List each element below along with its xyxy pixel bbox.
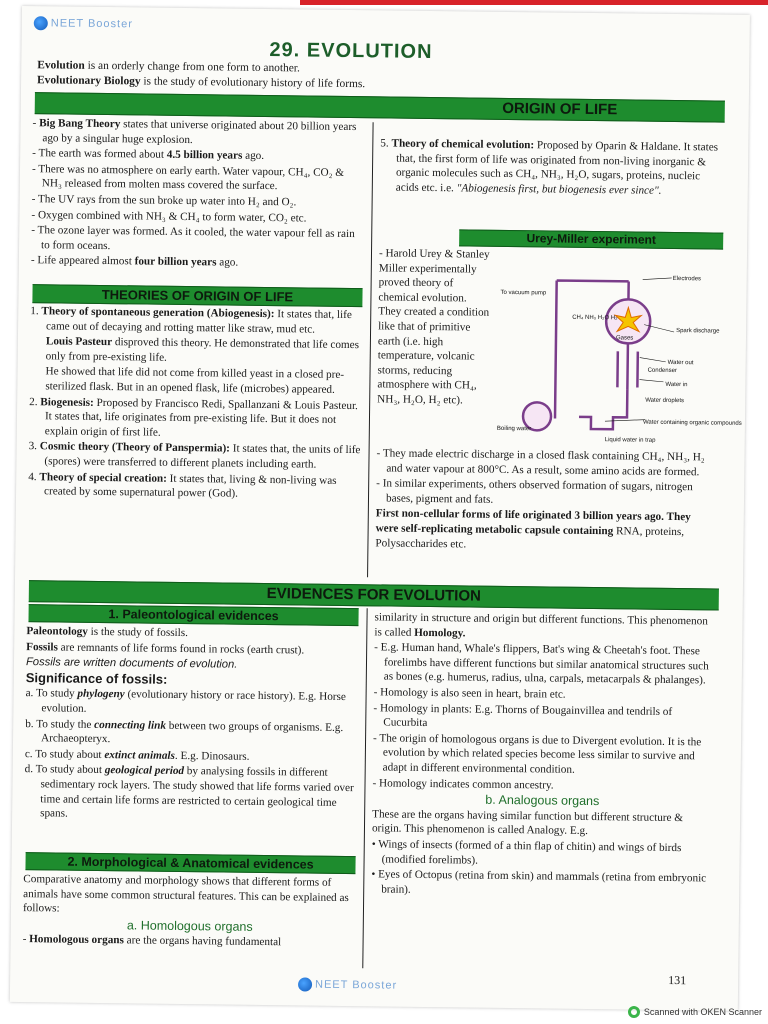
origin-bullet: - Oxygen combined with NH₃ & CH₄ to form water, CO₂ etc. xyxy=(31,208,307,225)
pasteur-experiment: He showed that life did not come from killed yeast in a closed pre-sterilized flask. But in an opened flask, life (microbes) appeared. xyxy=(45,365,345,396)
significance-item: c. To study about extinct animals. E.g. Dinosaurs. xyxy=(24,747,250,763)
homology-bullet: - Homology indicates common ancestry. xyxy=(372,776,554,792)
noncellular-life: First non-cellular forms of life originated 3 billion years ago. They were self-replicating metabolic capsule containing RNA, proteins, Polysaccharides etc. xyxy=(375,507,691,551)
page-top-edge xyxy=(300,0,768,5)
homology-bullet: - The origin of homologous organs is due to Divergent evolution. It is the evolution by which related species become less similar to survive and adapt in different environmental condition. xyxy=(373,732,702,776)
intro-evolutionary-biology: Evolutionary Biology is the study of evolutionary history of life forms. xyxy=(37,74,366,91)
paleo-banner xyxy=(28,604,358,626)
logo-text: NEET Booster xyxy=(50,17,133,31)
urey-miller-text xyxy=(377,246,491,409)
paleo-italic: Fossils are written documents of evolution. xyxy=(25,656,238,671)
urey-miller-title: Urey-Miller experiment xyxy=(526,231,656,247)
homology-column xyxy=(371,610,714,901)
homology-continued: similarity in structure and origin but different functions. This phenomenon is called Homology. xyxy=(374,611,708,640)
theory-item: 1. Theory of spontaneous generation (Abiogenesis): It states that, life came out of decaying and rotting matter like straw, mud etc. xyxy=(30,305,352,336)
column-divider xyxy=(367,122,374,577)
origin-bullet: - Big Bang Theory states that universe originated about 20 billion years ago by a singular huge explosion. xyxy=(32,117,357,146)
label-spark: Spark discharge xyxy=(676,328,720,335)
origin-bullet: - The ozone layer was formed. As it cooled, the water vapour fell as rain to form oceans. xyxy=(31,224,355,252)
chemical-evolution xyxy=(380,136,721,200)
evidences-title: EVIDENCES FOR EVOLUTION xyxy=(266,585,482,605)
label-water-in: Water in xyxy=(665,381,688,389)
homology-bullet: - E.g. Human hand, Whale's flippers, Bat's wing & Cheetah's foot. These forelimbs have different functions but similar anatomical structures such as bones (e.g. humerus, radius, ulna, carpals, metacarpals & phalanges). xyxy=(374,641,709,687)
homology-bullet: - Homology in plants: E.g. Thorns of Bougainvillea and tendrils of Cucurbita xyxy=(373,701,673,730)
page-number: 131 xyxy=(668,972,687,988)
label-gases: Gases xyxy=(615,335,634,342)
analogous-bullet: • Wings of insects (formed of a thin flap of chitin) and wings of birds (modified forelimbs). xyxy=(371,838,682,867)
significance-item: a. To study phylogeny (evolutionary history or race history). E.g. Horse evolution. xyxy=(25,687,346,715)
origin-of-life-title: ORIGIN OF LIFE xyxy=(502,99,618,119)
origin-bullet: - The UV rays from the sun broke up water into H₂ and O₂. xyxy=(31,193,297,209)
paleo-title: 1. Paleontological evidences xyxy=(108,607,279,624)
theory-item: 4. Theory of special creation: It states that, living & non-living was created by some supernatural power (God). xyxy=(28,470,337,500)
origin-left-column xyxy=(31,116,367,273)
theories-banner xyxy=(32,284,362,307)
homologous-heading: a. Homologous organs xyxy=(126,918,253,934)
paleo-line: Paleontology is the study of fossils. xyxy=(26,625,189,640)
logo-icon xyxy=(34,16,48,30)
logo-icon xyxy=(298,977,312,991)
document-page xyxy=(10,6,750,1011)
significance-item: b. To study the connecting link between two groups of organisms. E.g. Archaeopteryx. xyxy=(25,717,344,746)
chapter-title: 29. EVOLUTION xyxy=(269,39,433,64)
theory-item: 2. Biogenesis: Proposed by Francisco Redi, Spallanzani & Louis Pasteur. It states that, life originates from pre-existing life. But it does not explain origin of first life. xyxy=(29,395,358,439)
theory-item: 3. Cosmic theory (Theory of Panspermia): It states that, the units of life (spores) were transferred to different planets including earth. xyxy=(28,440,361,471)
morph-title: 2. Morphological & Anatomical evidences xyxy=(67,854,314,872)
theories-column xyxy=(28,304,364,504)
homology-bullet: - Homology is also seen in heart, brain etc. xyxy=(373,686,566,701)
scanner-text: Scanned with OKEN Scanner xyxy=(643,1007,762,1017)
analogous-bullet: • Eyes of Octopus (retina from skin) and mammals (retina from embryonic brain). xyxy=(371,868,707,896)
origin-bullet: - Life appeared almost four billion years ago. xyxy=(30,254,239,270)
urey-miller-apparatus-diagram xyxy=(495,268,742,449)
urey-miller-paragraph: - Harold Urey & Stanley Miller experimentally proved theory of chemical evolution. They created a condition like that of primitive earth (i.e. high temperature, volcanic storms, reducing atmosphere with CH₄, NH₃, H₂O, H₂ etc). xyxy=(377,247,490,407)
homologous-definition: - Homologous organs are the organs having fundamental xyxy=(22,933,282,949)
label-trap: Liquid water in trap xyxy=(604,437,656,444)
origin-bullet: - The earth was formed about 4.5 billion years ago. xyxy=(32,147,265,163)
footer-logo-text: NEET Booster xyxy=(314,978,398,992)
pasteur-paragraph: Louis Pasteur disproved this theory. He demonstrated that life comes only from pre-existing life. xyxy=(45,335,360,364)
origin-bullet: - There was no atmosphere on early earth. Water vapour, CH₄, CO₂ & NH₃ released from molten mass covered the surface. xyxy=(31,162,345,193)
intro xyxy=(37,58,365,92)
significance-heading: Significance of fossils: xyxy=(25,669,168,687)
column-divider xyxy=(362,608,367,968)
label-organic: Water containing organic compounds xyxy=(642,419,742,427)
label-condenser: Condenser xyxy=(647,367,677,375)
analogous-heading: b. Analogous organs xyxy=(485,792,600,809)
theory-item: 5. Theory of chemical evolution: Proposed by Oparin & Haldane. It states that, the first form of life was originated from non-living inorganic & organic molecules such as CH₄, NH₃, H₂O, sugars, proteins, nucleic acids etc. i.e. "Abiogenesis first, but biogenesis ever since". xyxy=(380,137,719,197)
theories-title: THEORIES OF ORIGIN OF LIFE xyxy=(101,286,294,305)
morph-banner xyxy=(25,852,355,874)
urey-bullet: - In similar experiments, others observed formation of sugars, nitrogen bases, pigment and fats. xyxy=(376,477,693,506)
paleo-line: Fossils are remnants of life forms found in rocks (earth crust). xyxy=(26,640,305,657)
label-water-out: Water out xyxy=(667,359,694,367)
scanner-watermark xyxy=(628,1006,762,1018)
morph-column xyxy=(22,872,357,952)
intro-evolution: Evolution is an orderly change from one form to another. xyxy=(37,59,300,75)
significance-item: d. To study about geological period by analysing fossils in different sedimentary rock layers. The study showed that life forms varied over time and certain life forms are restricted to certain geological time spans. xyxy=(24,763,354,820)
urey-miller-banner xyxy=(459,229,723,249)
urey-bullet: - They made electric discharge in a closed flask containing CH₄, NH₃, H₂ and water vapour at 800°C. As a result, some amino acids are formed. xyxy=(376,447,705,478)
label-droplets: Water droplets xyxy=(645,397,685,405)
morph-text: Comparative anatomy and morphology shows that different forms of animals have some common structural features. This can be explained as follows: xyxy=(22,873,349,915)
label-vacuum: To vacuum pump xyxy=(500,289,547,297)
analogous-text: These are the organs having similar function but different structure & origin. This phenomenon is called Analogy. E.g. xyxy=(371,808,684,838)
paleo-column xyxy=(24,624,360,826)
label-boiling: Boiling water xyxy=(496,425,532,433)
header-logo xyxy=(34,16,133,31)
urey-miller-results xyxy=(375,446,716,555)
label-electrodes: Electrodes xyxy=(672,275,702,283)
footer-logo xyxy=(298,977,397,992)
scanner-icon xyxy=(628,1006,640,1018)
label-gases-formula: CH₄ NH₃ H₂O H₂ xyxy=(572,314,618,322)
apparatus-glassware xyxy=(523,280,651,432)
